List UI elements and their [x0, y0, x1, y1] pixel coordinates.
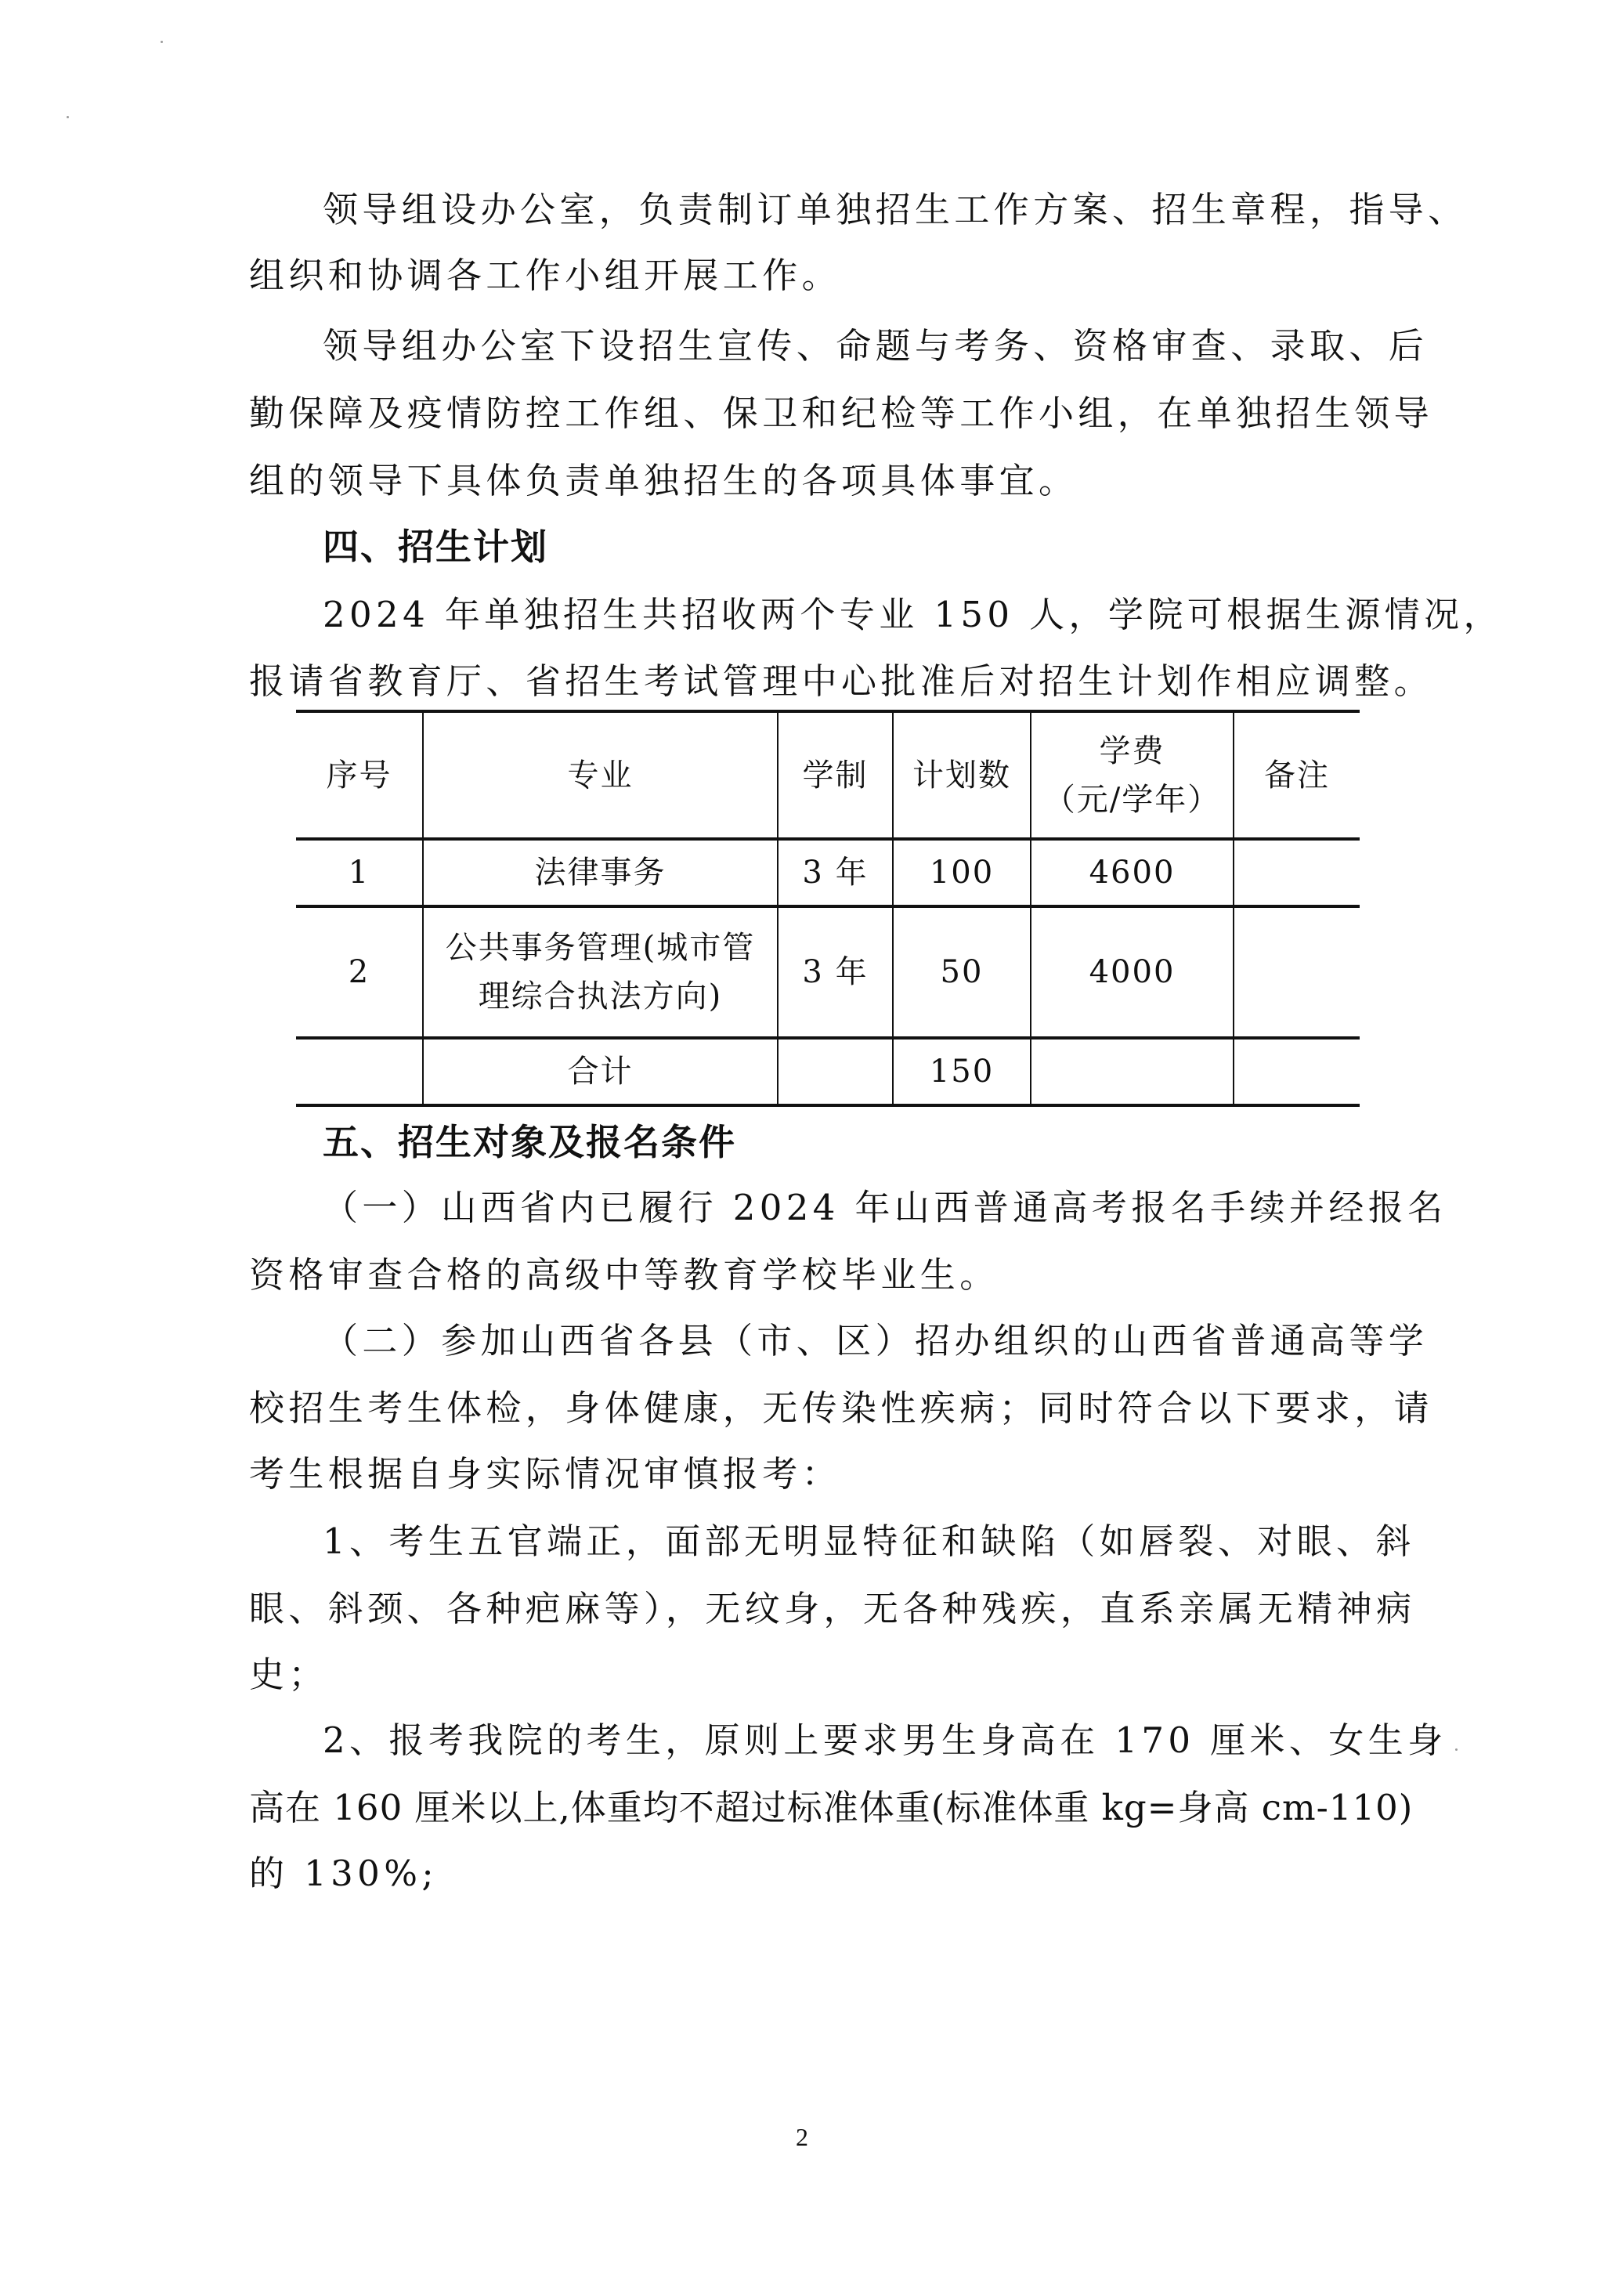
- cell-notes: [1234, 839, 1360, 906]
- header-tuition-unit: （元/学年）: [1043, 781, 1221, 818]
- cell-total-quota: 150: [893, 1038, 1031, 1105]
- header-quota: 计划数: [893, 711, 1031, 839]
- cell-index: [296, 1038, 423, 1105]
- cell-duration: 3 年: [778, 906, 893, 1038]
- cell-index: 1: [296, 839, 423, 906]
- requirement-2-line-1: 2、报考我院的考生，原则上要求男生身高在 170 厘米、女生身: [323, 1719, 1447, 1761]
- cell-quota: 100: [893, 839, 1031, 906]
- condition-2-line-2: 校招生考生体检，身体健康，无传染性疾病；同时符合以下要求，请: [249, 1387, 1434, 1429]
- requirement-2-line-3: 的 130%;: [249, 1853, 438, 1894]
- condition-2-line-1: （二）参加山西省各县（市、区）招办组织的山西省普通高等学: [323, 1320, 1429, 1361]
- cell-tuition: 4600: [1031, 839, 1234, 906]
- cell-quota: 50: [893, 906, 1031, 1038]
- paragraph-office-duties-line-2: 组织和协调各工作小组开展工作。: [249, 255, 842, 296]
- section-heading-enrollment-plan: 四、招生计划: [323, 526, 548, 568]
- cell-duration: [778, 1038, 893, 1105]
- section-heading-eligibility: 五、招生对象及报名条件: [323, 1121, 736, 1163]
- table-header-row: [296, 711, 1360, 839]
- condition-1-line-1: （一）山西省内已履行 2024 年山西普通高考报名手续并经报名: [323, 1187, 1447, 1228]
- cell-notes: [1234, 906, 1360, 1038]
- table-total-row: [296, 1038, 1360, 1105]
- enrollment-plan-table: [296, 710, 1360, 1107]
- condition-2-line-3: 考生根据自身实际情况审慎报考：: [249, 1453, 842, 1495]
- header-tuition: [1031, 711, 1234, 839]
- header-duration: 学制: [778, 711, 893, 839]
- page-number: 2: [796, 2123, 808, 2151]
- table-row: [296, 839, 1360, 906]
- cell-major: 法律事务: [423, 839, 778, 906]
- header-notes: 备注: [1234, 711, 1360, 839]
- condition-1-line-2: 资格审查合格的高级中等教育学校毕业生。: [249, 1254, 999, 1296]
- cell-total-label: 合计: [423, 1038, 778, 1105]
- paragraph-office-duties-line-1: 领导组设办公室，负责制订单独招生工作方案、招生章程，指导、: [323, 189, 1468, 230]
- cell-notes: [1234, 1038, 1360, 1105]
- cell-major: [423, 906, 778, 1038]
- cell-duration: 3 年: [778, 839, 893, 906]
- scan-speck: [161, 41, 163, 43]
- cell-index: 2: [296, 906, 423, 1038]
- paragraph-working-groups-line-1: 领导组办公室下设招生宣传、命题与考务、资格审查、录取、后: [323, 325, 1429, 367]
- requirement-1-line-3: 史；: [249, 1654, 328, 1695]
- header-major: 专业: [423, 711, 778, 839]
- requirement-2-line-2: 高在 160 厘米以上,体重均不超过标准体重(标准体重 kg=身高 cm-110): [249, 1787, 1414, 1828]
- cell-major-line-2: 理综合执法方向): [478, 978, 723, 1014]
- cell-tuition: [1031, 1038, 1234, 1105]
- table-row: [296, 906, 1360, 1038]
- header-tuition-label: 学费: [1099, 732, 1165, 769]
- cell-major-line-1: 公共事务管理(城市管: [445, 930, 756, 966]
- paragraph-working-groups-line-2: 勤保障及疫情防控工作组、保卫和纪检等工作小组，在单独招生领导: [249, 392, 1434, 434]
- scan-speck: [1455, 1748, 1458, 1751]
- requirement-1-line-1: 1、考生五官端正，面部无明显特征和缺陷（如唇裂、对眼、斜: [323, 1520, 1415, 1562]
- section4-intro-line-1: 2024 年单独招生共招收两个专业 150 人，学院可根据生源情况，: [323, 594, 1503, 635]
- section4-intro-line-2: 报请省教育厅、省招生考试管理中心批准后对招生计划作相应调整。: [249, 660, 1434, 702]
- cell-tuition: 4000: [1031, 906, 1234, 1038]
- header-index: 序号: [296, 711, 423, 839]
- paragraph-working-groups-line-3: 组的领导下具体负责单独招生的各项具体事宜。: [249, 460, 1078, 501]
- scan-speck: [67, 116, 69, 118]
- requirement-1-line-2: 眼、斜颈、各种疤麻等），无纹身，无各种残疾，直系亲属无精神病: [249, 1588, 1416, 1629]
